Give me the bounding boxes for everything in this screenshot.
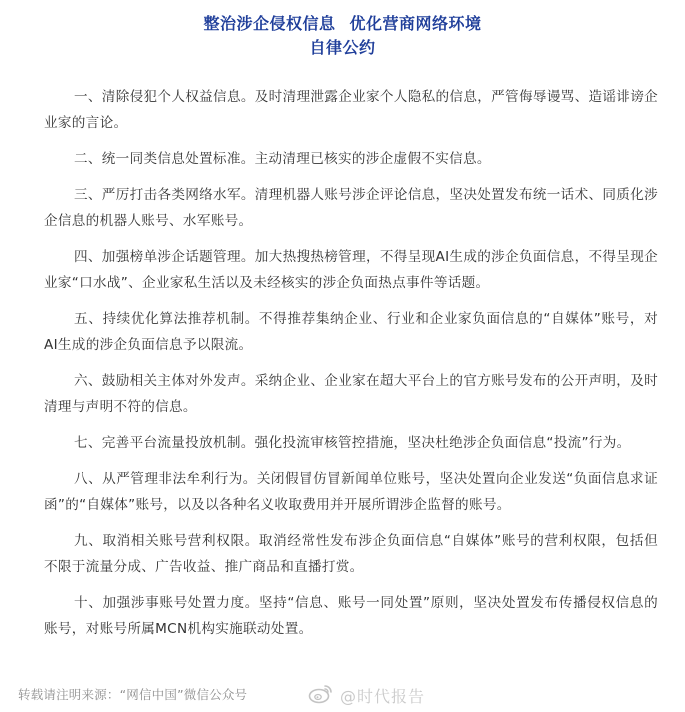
document-footer xyxy=(18,682,668,708)
article-6: 六、鼓励相关主体对外发声。采纳企业、企业家在超大平台上的官方账号发布的公开声明，及时清理与声明不符的信息。 xyxy=(44,373,658,415)
source-note: 转载请注明来源：“网信中国”微信公众号 xyxy=(18,687,248,702)
weibo-icon xyxy=(308,682,340,708)
title-part-2: 优化营商网络环境 xyxy=(349,14,482,33)
document-title xyxy=(0,12,685,36)
title-part-1: 整治涉企侵权信息 xyxy=(203,14,336,33)
weibo-watermark xyxy=(308,682,425,708)
document-header xyxy=(0,12,685,60)
document-subtitle: 自律公约 xyxy=(309,38,376,57)
article-10: 十、加强涉事账号处置力度。坚持“信息、账号一同处置”原则，坚决处置发布传播侵权信息的账号，对账号所属MCN机构实施联动处置。 xyxy=(44,595,658,637)
article-3: 三、严厉打击各类网络水军。清理机器人账号涉企评论信息，坚决处置发布统一话术、同质化涉企信息的机器人账号、水军账号。 xyxy=(44,187,658,229)
article-2: 二、统一同类信息处置标准。主动清理已核实的涉企虚假不实信息。 xyxy=(74,151,491,167)
article-8: 八、从严管理非法牟利行为。关闭假冒仿冒新闻单位账号，坚决处置向企业发送“负面信息求证函”的“自媒体”账号，以及以各种名义收取费用并开展所谓涉企监督的账号。 xyxy=(44,471,658,513)
watermark-text: @时代报告 xyxy=(340,686,426,706)
article-7: 七、完善平台流量投放机制。强化投流审核管控措施，坚决杜绝涉企负面信息“投流”行为。 xyxy=(74,435,631,451)
article-9: 九、取消相关账号营利权限。取消经常性发布涉企负面信息“自媒体”账号的营利权限，包括但不限于流量分成、广告收益、推广商品和直播打赏。 xyxy=(44,533,658,575)
article-list xyxy=(44,84,658,652)
article-4: 四、加强榜单涉企话题管理。加大热搜热榜管理，不得呈现AI生成的涉企负面信息，不得呈现企业家“口水战”、企业家私生活以及未经核实的涉企负面热点事件等话题。 xyxy=(44,249,658,291)
article-1: 一、清除侵犯个人权益信息。及时清理泄露企业家个人隐私的信息，严管侮辱谩骂、造谣诽谤企业家的言论。 xyxy=(44,89,658,131)
article-5: 五、持续优化算法推荐机制。不得推荐集纳企业、行业和企业家负面信息的“自媒体”账号，对AI生成的涉企负面信息予以限流。 xyxy=(44,311,658,353)
